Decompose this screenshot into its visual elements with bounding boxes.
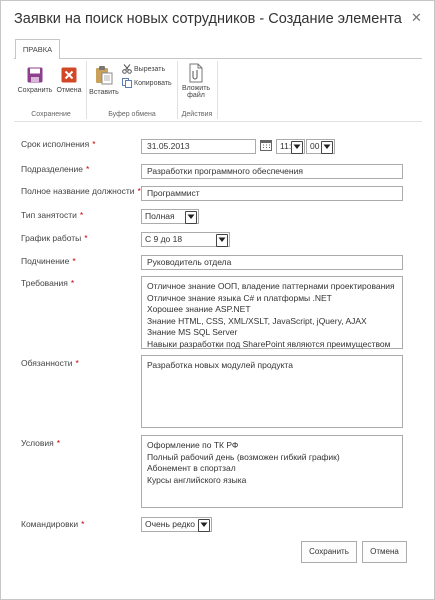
label-text: Требования <box>21 278 68 288</box>
save-button[interactable]: Сохранить <box>301 541 357 563</box>
deadline-hour-select[interactable] <box>276 139 305 154</box>
ribbon-attach-file-button[interactable] <box>180 63 212 99</box>
employment-type-select[interactable] <box>141 209 199 224</box>
ribbon-copy-button[interactable] <box>122 78 172 88</box>
textarea-line: Знание HTML, CSS, XML/XSLT, JavaScript, jQuery, AJAX <box>147 315 367 326</box>
textarea-line: Курсы английского языка <box>147 474 247 485</box>
textarea-line: Навыки разработки под SharePoint являются преимуществом <box>147 338 391 349</box>
duties-textarea[interactable] <box>141 355 403 428</box>
employment-type-value: Полная <box>145 211 175 221</box>
textarea-line: Отличное знание языка C# и платформы .NET <box>147 292 332 303</box>
textarea-line: Полный рабочий день (возможен гибкий график) <box>147 451 340 462</box>
conditions-textarea[interactable] <box>141 435 403 508</box>
ribbon-attach-label-2: файл <box>187 92 205 99</box>
textarea-line: Хорошее знание ASP.NET <box>147 304 251 314</box>
field-label-duties <box>21 358 79 368</box>
position-input[interactable]: Программист <box>141 186 403 201</box>
field-label-department <box>21 164 89 174</box>
calendar-icon[interactable] <box>260 139 272 151</box>
schedule-select[interactable] <box>141 232 230 247</box>
chevron-down-icon <box>216 234 228 247</box>
ribbon-save-button[interactable] <box>17 67 53 94</box>
textarea-line: Отличное знание ООП, владение паттернами проектирования <box>147 281 395 291</box>
group-label-save: Сохранение <box>31 111 71 118</box>
schedule-value: С 9 до 18 <box>145 234 183 244</box>
group-separator <box>217 61 218 119</box>
ribbon-attach-label-1: Вложить <box>181 85 211 92</box>
ribbon <box>14 58 422 122</box>
business-trips-value: Очень редко <box>145 519 196 529</box>
group-label-clipboard: Буфер обмена <box>108 111 156 118</box>
cancel-button[interactable]: Отмена <box>362 541 407 563</box>
required-mark: * <box>81 519 85 529</box>
deadline-minute-select[interactable] <box>306 139 335 154</box>
close-icon[interactable]: ✕ <box>411 10 422 25</box>
field-label-business-trips <box>21 519 84 529</box>
textarea-line: Знание MS SQL Server <box>147 327 238 337</box>
group-label-actions: Действия <box>181 111 213 118</box>
chevron-down-icon <box>321 141 333 154</box>
required-mark: * <box>92 139 96 149</box>
reports-to-input[interactable]: Руководитель отдела <box>141 255 403 270</box>
chevron-down-icon <box>198 519 210 532</box>
label-text: Командировки <box>21 519 79 529</box>
cancel-icon <box>61 67 77 83</box>
field-label-position <box>21 186 141 196</box>
field-label-reports-to <box>21 256 76 266</box>
field-label-conditions <box>21 438 60 448</box>
required-mark: * <box>75 358 79 368</box>
label-text: Срок исполнения <box>21 139 90 149</box>
ribbon-tab-edit[interactable]: ПРАВКА <box>15 39 60 59</box>
business-trips-select[interactable] <box>141 517 212 532</box>
deadline-date-input[interactable]: 31.05.2013 <box>141 139 256 154</box>
ribbon-cancel-label: Отмена <box>56 87 82 94</box>
required-mark: * <box>70 278 75 288</box>
label-text: Условия <box>21 438 54 448</box>
required-mark: * <box>56 438 61 448</box>
ribbon-cancel-button[interactable] <box>54 67 84 94</box>
copy-icon <box>122 78 132 88</box>
textarea-line: Разработка новых модулей продукта <box>147 360 293 370</box>
field-label-employment-type <box>21 210 83 220</box>
group-separator <box>86 61 87 119</box>
requirements-textarea[interactable] <box>141 276 403 349</box>
ribbon-save-label: Сохранить <box>17 87 53 94</box>
label-text: Обязанности <box>21 358 73 368</box>
required-mark: * <box>137 186 141 196</box>
label-text: Полное название должности <box>21 186 135 196</box>
field-label-requirements <box>21 278 74 288</box>
label-text: Подчинение <box>21 256 70 266</box>
field-label-deadline <box>21 139 96 149</box>
chevron-down-icon <box>185 211 197 224</box>
floppy-disk-icon <box>27 67 43 83</box>
minute-value: 00 <box>310 141 320 151</box>
label-text: График работы <box>21 233 82 243</box>
attach-file-icon <box>188 63 204 83</box>
ribbon-paste-button[interactable] <box>89 65 119 96</box>
textarea-line: Оформление по ТК РФ <box>147 440 239 450</box>
chevron-down-icon <box>291 141 303 154</box>
required-mark: * <box>79 210 84 220</box>
field-label-schedule <box>21 233 88 243</box>
scissors-icon <box>122 64 132 74</box>
required-mark: * <box>84 233 88 243</box>
textarea-line: Абонемент в спортзал <box>147 463 236 473</box>
label-text: Подразделение <box>21 164 83 174</box>
required-mark: * <box>72 256 76 266</box>
hour-value: 11: <box>280 141 292 151</box>
ribbon-paste-label: Вставить <box>89 89 119 96</box>
label-text: Тип занятости <box>21 210 77 220</box>
ribbon-cut-label: Вырезать <box>134 65 166 73</box>
clipboard-paste-icon <box>95 65 113 85</box>
required-mark: * <box>85 164 90 174</box>
ribbon-cut-button[interactable] <box>122 64 165 74</box>
ribbon-copy-label: Копировать <box>134 79 172 87</box>
dialog-title: Заявки на поиск новых сотрудников - Создание элемента <box>14 11 402 27</box>
department-input[interactable]: Разработки программного обеспечения <box>141 164 403 179</box>
